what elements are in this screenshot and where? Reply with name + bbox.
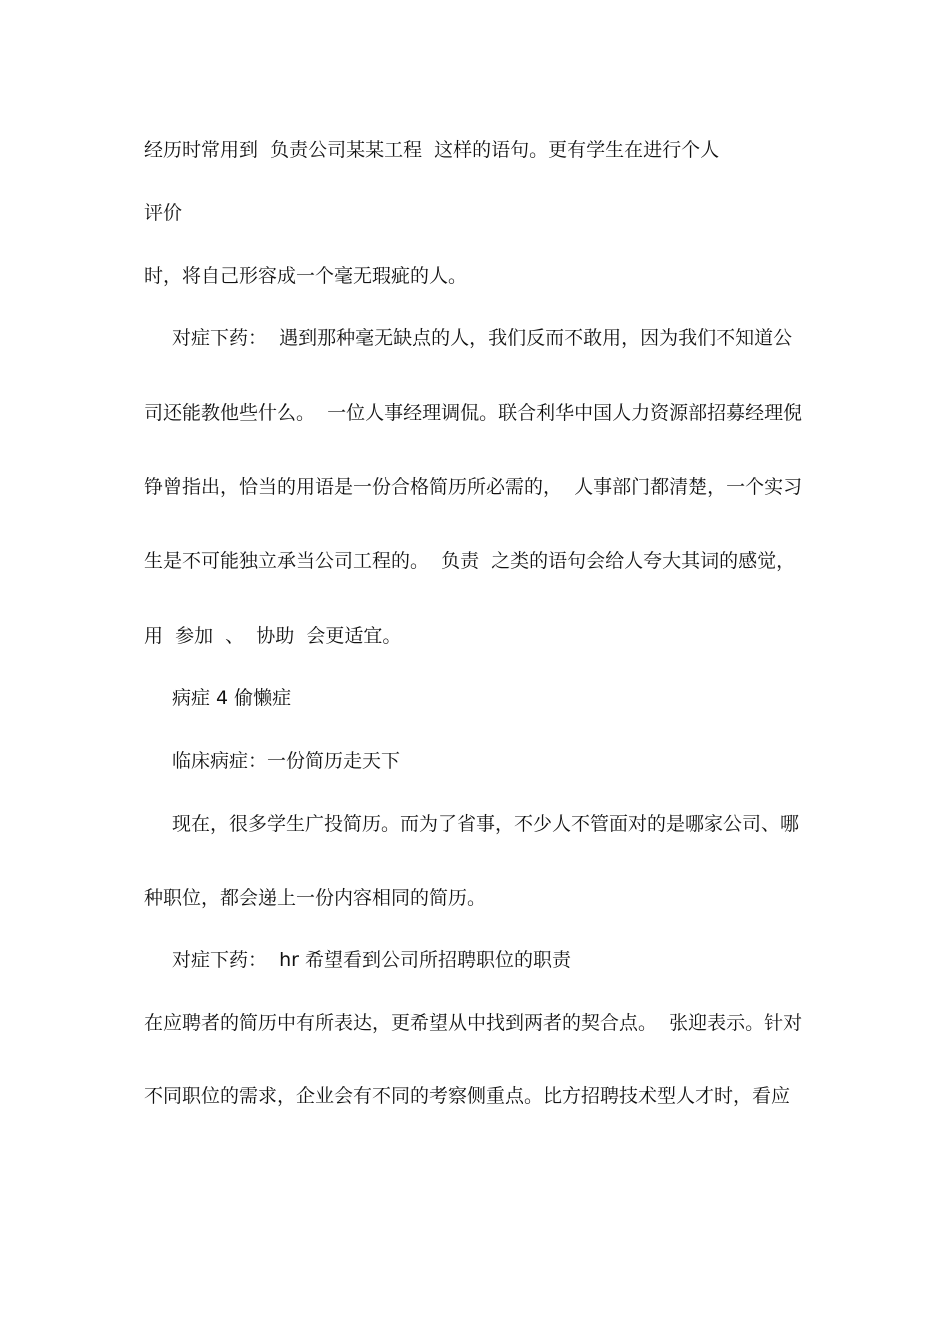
paragraph-line: 不同职位的需求，企业会有不同的考察侧重点。比方招聘技术型人才时，看应	[144, 1085, 791, 1107]
paragraph-line: 司还能教他些什么。 一位人事经理调侃。联合利华中国人力资源部招募经理倪	[144, 402, 803, 424]
paragraph-line: 评价	[144, 202, 183, 224]
section-heading: 病症 4 偷懒症	[172, 687, 292, 709]
paragraph-line: 现在，很多学生广投简历。而为了省事，不少人不管面对的是哪家公司、哪	[172, 813, 800, 835]
paragraph-line: 用 参加 、 协助 会更适宜。	[144, 625, 402, 647]
paragraph-line: 临床病症：一份简历走天下	[172, 750, 401, 772]
paragraph-line: 时，将自己形容成一个毫无瑕疵的人。	[144, 265, 468, 287]
paragraph-line: 在应聘者的简历中有所表达，更希望从中找到两者的契合点。 张迎表示。针对	[144, 1012, 803, 1034]
paragraph-line: 对症下药： hr 希望看到公司所招聘职位的职责	[172, 949, 571, 971]
paragraph-line: 对症下药： 遇到那种毫无缺点的人，我们反而不敢用，因为我们不知道公	[172, 327, 793, 349]
paragraph-line: 生是不可能独立承当公司工程的。 负责 之类的语句会给人夸大其词的感觉，	[144, 550, 796, 572]
paragraph-line: 种职位，都会递上一份内容相同的简历。	[144, 887, 487, 909]
paragraph-line: 铮曾指出，恰当的用语是一份合格简历所必需的， 人事部门都清楚，一个实习	[144, 476, 803, 498]
paragraph-line: 经历时常用到 负责公司某某工程 这样的语句。更有学生在进行个人	[144, 139, 720, 161]
